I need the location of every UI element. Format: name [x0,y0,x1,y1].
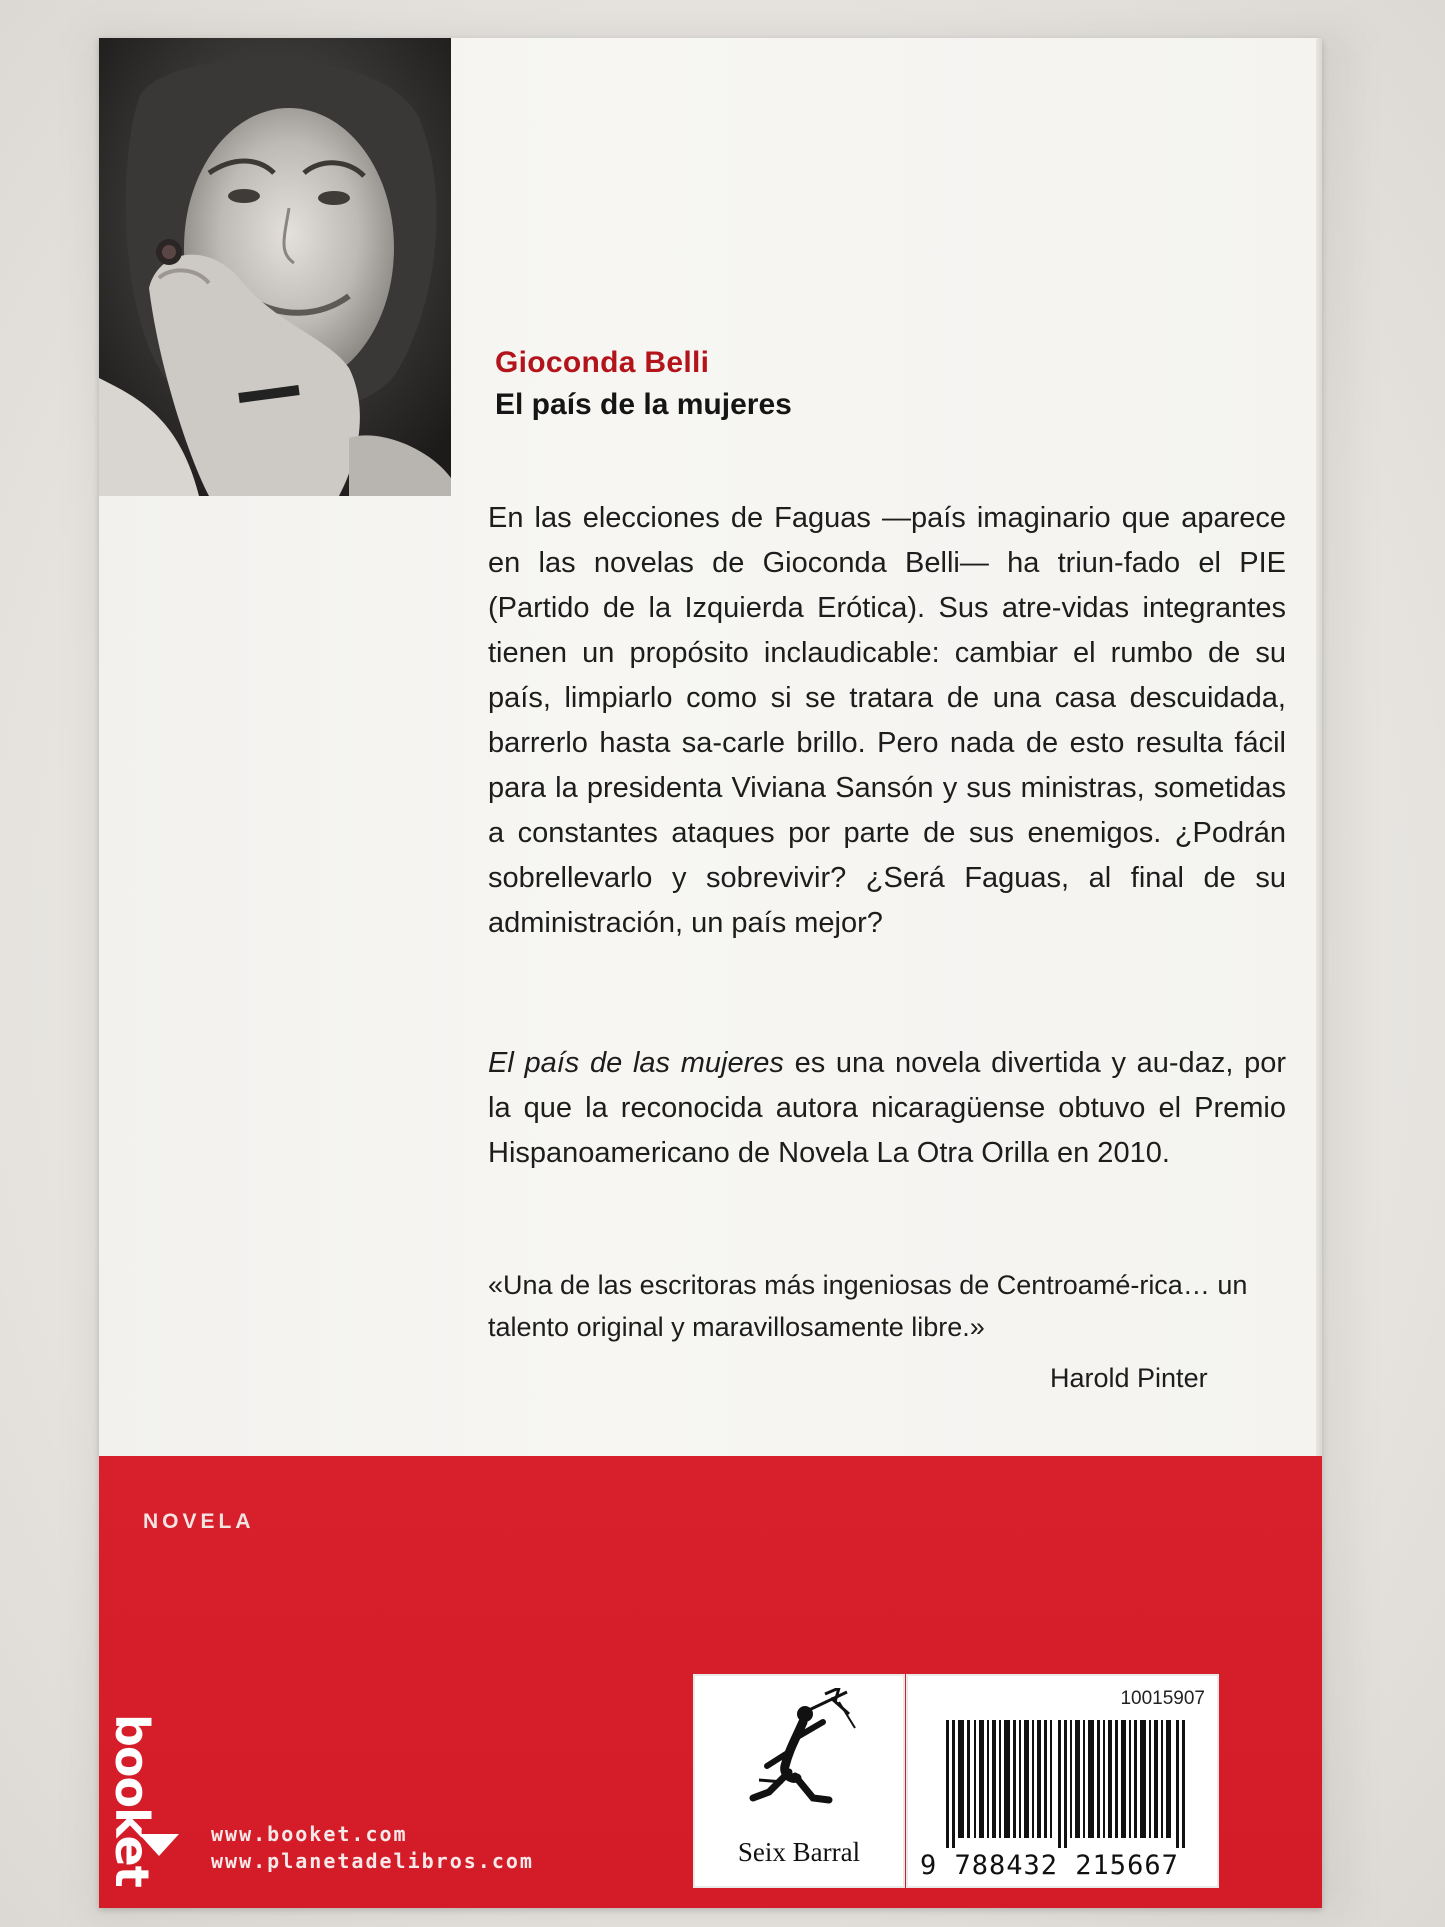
publisher-name: Seix Barral [737,1837,861,1867]
booket-logo-mark-icon [139,1834,179,1856]
author-portrait-illustration [99,38,451,496]
synopsis-paragraph: En las elecciones de Faguas —país imaginario que aparece en las novelas de Gioconda Belli— ha triun-fado el PIE (Partido de la Izquierda Erótica). Sus atre-vidas integrantes tienen un propósito inclaudicable: cambiar el rumbo de su país, limpiarlo como si se tratara de una casa descuidada, barrerlo hasta sa-carle brillo. Pero nada de esto resulta fácil para la presidenta Viviana Sansón y sus ministras, sometidas a constantes ataques por parte de sus enemigos. ¿Podrán sobrellevarlo y sobrevivir? ¿Será Faguas, al final de su administración, un país mejor? [488,502,1286,939]
author-photo [99,38,451,496]
book-title: El país de la mujeres [495,388,792,421]
publisher-logo-box [693,1674,905,1888]
booket-logo: booket [105,1714,159,1887]
website-url[interactable]: www.planetadelibros.com [211,1849,534,1873]
book-back-cover [99,38,1322,1908]
barcode-icon [946,1720,1186,1848]
genre-label: NOVELA [143,1510,255,1533]
author-name: Gioconda Belli [495,346,710,379]
award-paragraph [488,1041,1286,1176]
website-url[interactable]: www.booket.com [211,1822,408,1846]
book-title-italic: El país de las mujeres [488,1047,784,1079]
quote-attribution: Harold Pinter [1050,1363,1208,1393]
product-code: 10015907 [1120,1688,1205,1709]
award-text: es una novela divertida y au-daz, por la que la reconocida autora nicaragüense obtuvo el Premio Hispanoamericano de Novela La Otra Orilla en 2010. [488,1047,1286,1169]
barcode-box [906,1674,1219,1888]
review-quote: «Una de las escritoras más ingeniosas de Centroamé-rica… un talento original y maravillosamente libre.» [488,1270,1248,1342]
archer-figure-icon [739,1688,859,1818]
isbn-number: 9 788432 215667 [920,1850,1179,1881]
